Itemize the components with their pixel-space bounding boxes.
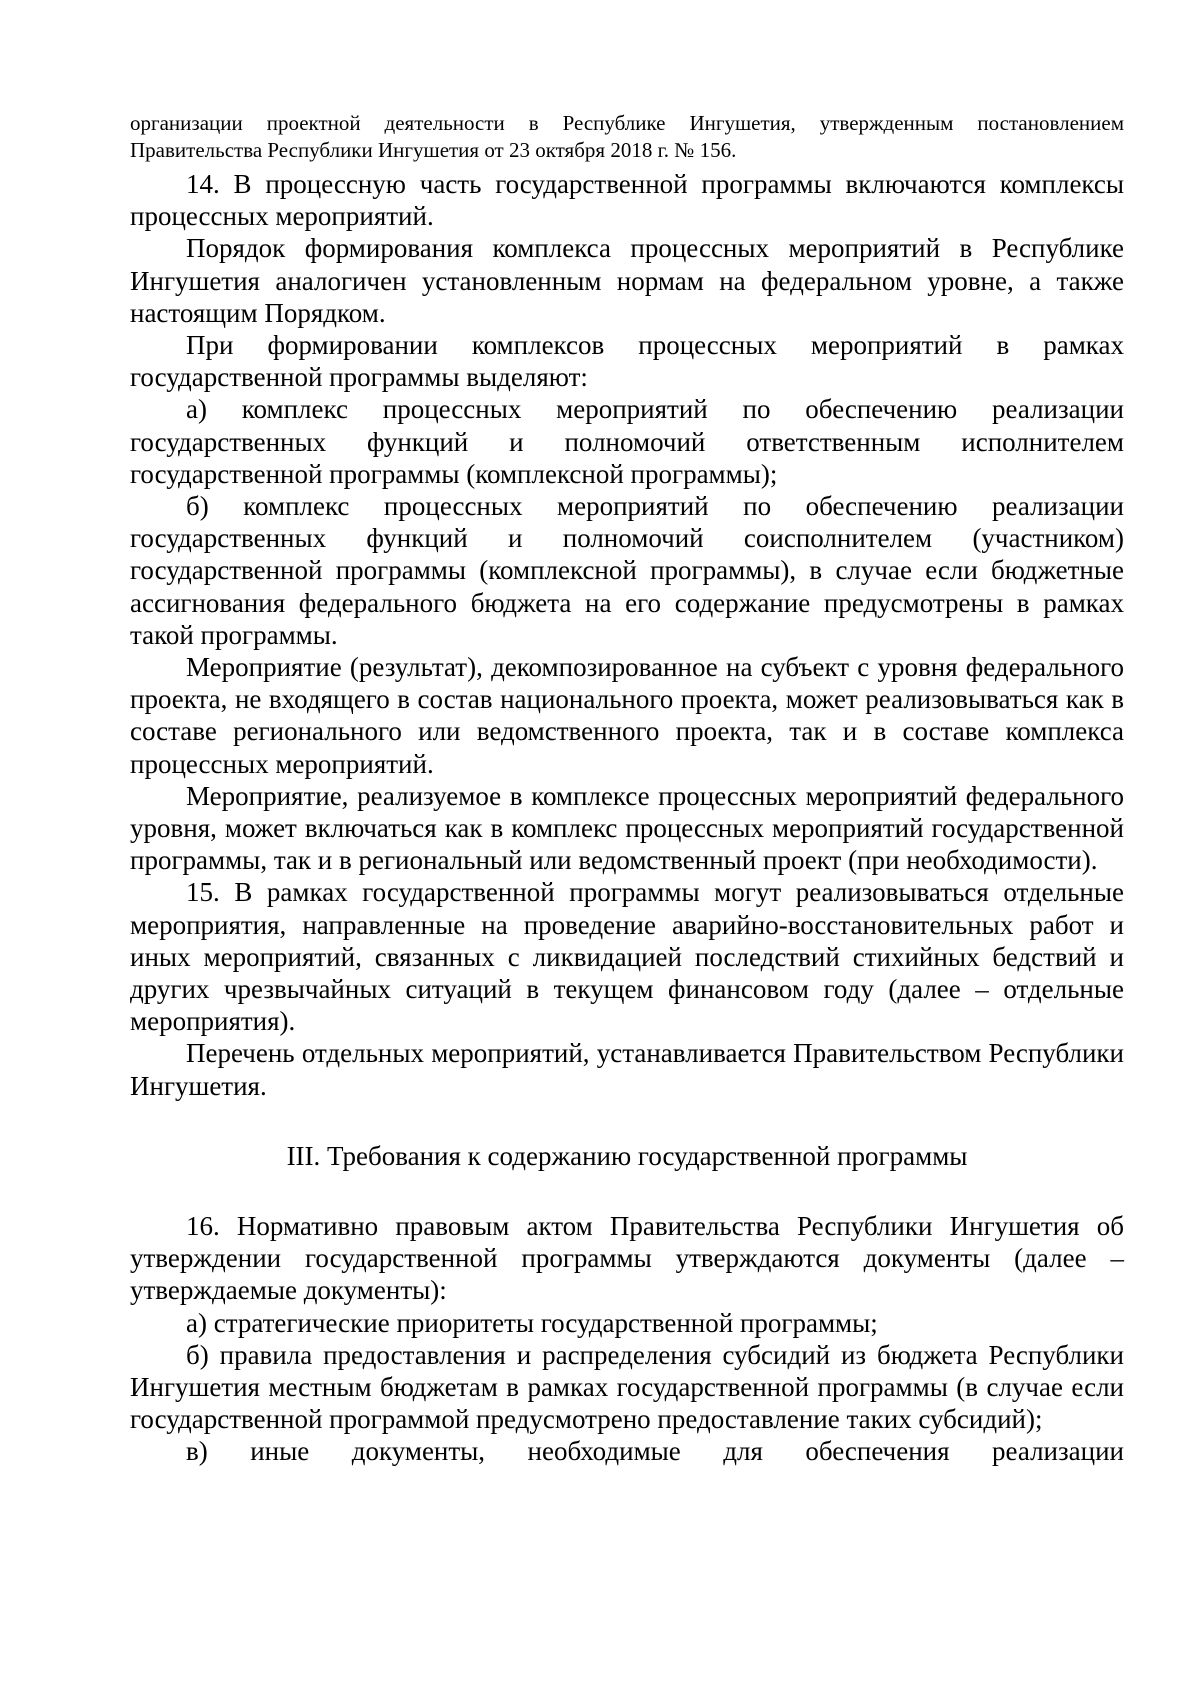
document-page xyxy=(130,110,1124,1468)
paragraph-15: 15. В рамках государственной программы могут реализовываться отдельные мероприятия, направленные на проведение аварийно-восстановительных работ и иных мероприятий, связанных с ликвидацией последствий стихийных бедствий и других чрезвычайных ситуаций в текущем финансовом году (далее – отдельные мероприятия). xyxy=(130,877,1124,1037)
paragraph-list: Перечень отдельных мероприятий, устанавливается Правительством Республики Ингушетия. xyxy=(130,1038,1124,1101)
paragraph-item-b: б) комплекс процессных мероприятий по обеспечению реализации государственных функций и полномочий соисполнителем (участником) государственной программы (комплексной программы), в случае если бюджетные ассигнования федерального бюджета на его содержание предусмотрены в рамках такой программы. xyxy=(130,491,1124,650)
paragraph-measure-federal: Мероприятие, реализуемое в комплексе процессных мероприятий федерального уровня, может включаться как в комплекс процессных мероприятий государственной программы, так и в региональный или ведомственный проект (при необходимости). xyxy=(130,780,1124,876)
paragraph-order: Порядок формирования комплекса процессных мероприятий в Республике Ингушетия аналогичен установленным нормам на федеральном уровне, а также настоящим Порядком. xyxy=(130,233,1124,328)
paragraph-formation: При формировании комплексов процессных мероприятий в рамках государственной программы выделяют: xyxy=(130,330,1124,393)
continuation-text: организации проектной деятельности в Республике Ингушетия, утвержденным постановлением Правительства Республики Ингушетия от 23 октября 2018 г. № 156. xyxy=(130,111,1124,162)
paragraph-16-item-b: б) правила предоставления и распределения субсидий из бюджета Республики Ингушетия местным бюджетам в рамках государственной программы (в случае если государственной программой предусмотрено предоставление таких субсидий); xyxy=(130,1339,1124,1435)
paragraph-16: 16. Нормативно правовым актом Правительства Республики Ингушетия об утверждении государственной программы утверждаются документы (далее – утверждаемые документы): xyxy=(130,1210,1124,1306)
paragraph-16-item-v: в) иные документы, необходимые для обеспечения реализации xyxy=(186,1436,1124,1467)
paragraph-measure-result: Мероприятие (результат), декомпозированное на субъект с уровня федерального проекта, не входящего в состав национального проекта, может реализовываться как в составе регионального или ведомственного проекта, так и в составе комплекса процессных мероприятий. xyxy=(130,652,1124,779)
paragraph-item-a: а) комплекс процессных мероприятий по обеспечению реализации государственных функций и полномочий ответственным исполнителем государственной программы (комплексной программы); xyxy=(130,394,1124,489)
paragraph-16-item-a: а) стратегические приоритеты государственной программы; xyxy=(186,1307,878,1338)
paragraph-14: 14. В процессную часть государственной программы включаются комплексы процессных мероприятий. xyxy=(130,169,1124,232)
section-heading: III. Требования к содержанию государственной программы xyxy=(286,1140,968,1171)
